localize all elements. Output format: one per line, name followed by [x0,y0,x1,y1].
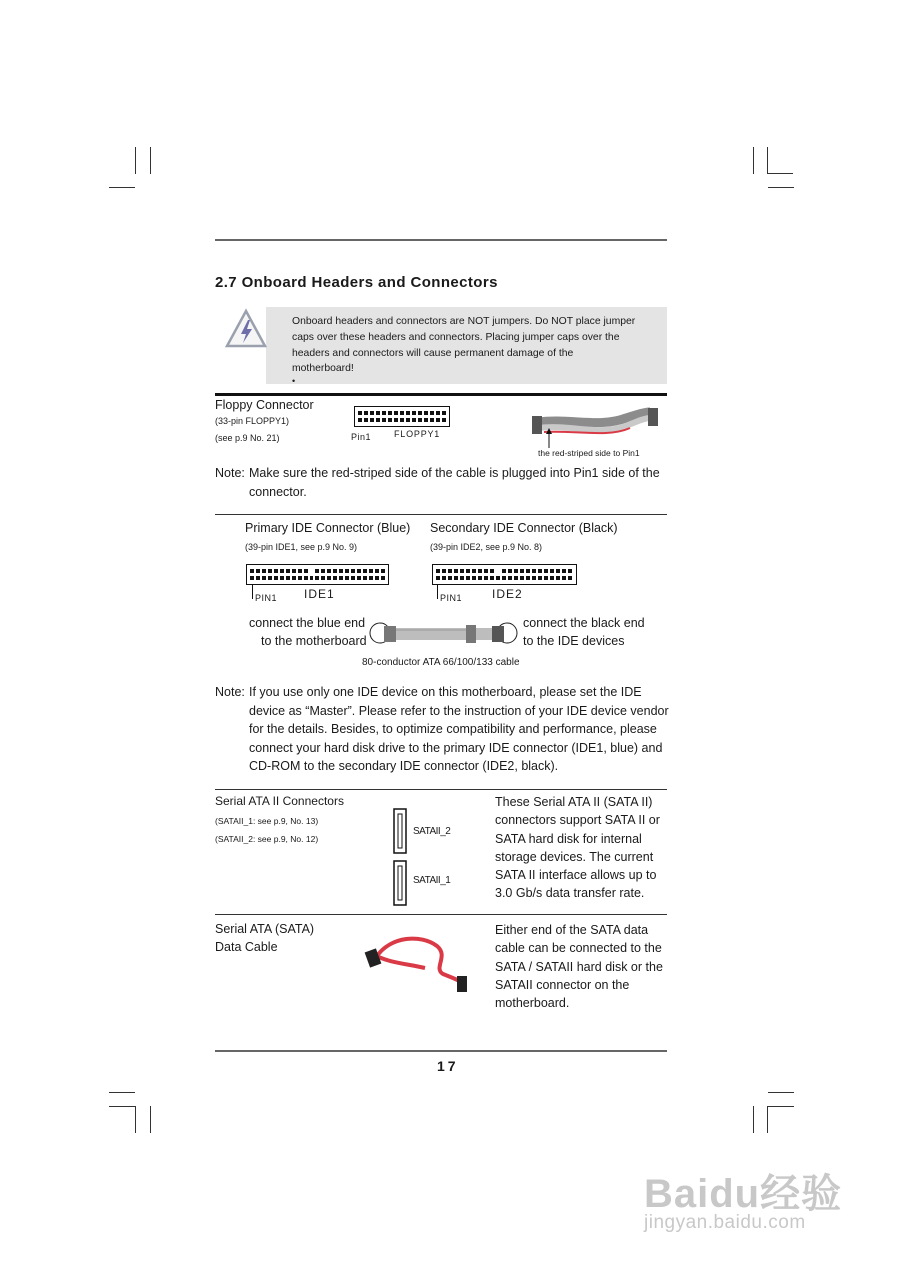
crop-mark [768,1092,794,1093]
ide-rule [215,514,667,515]
sata-rule [215,789,667,790]
footer-rule [215,1050,667,1052]
crop-mark [767,147,768,174]
floppy-ref: (see p.9 No. 21) [215,433,280,443]
crop-mark [109,1106,135,1107]
blue-end-line1: connect the blue end [249,616,366,630]
crop-mark [150,1106,151,1133]
crop-mark [150,147,151,174]
floppy-subtitle: (33-pin FLOPPY1) [215,416,290,426]
crop-mark [753,147,754,174]
crop-mark [767,173,793,174]
watermark-url: jingyan.baidu.com [644,1212,806,1233]
floppy-label: FLOPPY1 [394,429,441,439]
floppy-cable-caption: the red-striped side to Pin1 [538,448,640,458]
crop-mark [109,187,135,188]
sataii-2-label: SATAII_2 [413,826,451,837]
crop-mark [767,1106,768,1133]
ide1-pin1-marker [252,585,253,599]
sata-cable-rule [215,914,667,915]
secondary-ide-subtitle: (39-pin IDE2, see p.9 No. 8) [430,542,543,552]
floppy-connector [354,406,450,427]
ide1-pin1-label: PIN1 [255,593,278,603]
blue-end-line2: to the motherboard [261,634,367,648]
crop-mark [135,147,136,174]
ide2-pin1-label: PIN1 [440,593,463,603]
floppy-note: Make sure the red-striped side of the cable is plugged into Pin1 side of the connector. [249,466,660,499]
ide1-label: IDE1 [304,587,335,601]
ide2-pin1-marker [437,585,438,599]
section-title: 2.7 Onboard Headers and Connectors [215,274,498,291]
primary-ide-title: Primary IDE Connector (Blue) [245,521,411,535]
black-end-line2: to the IDE devices [523,634,625,648]
ide-cable-caption: 80-conductor ATA 66/100/133 cable [362,657,520,668]
sata-ref1: (SATAII_1: see p.9, No. 13) [215,816,319,826]
watermark-logo: Baidu经验 [644,1172,843,1216]
header-rule [215,239,667,241]
sata-title: Serial ATA II Connectors [215,794,344,808]
crop-mark [768,1106,794,1107]
secondary-ide-title: Secondary IDE Connector (Black) [430,521,618,535]
floppy-note-prefix: Note: [215,466,245,480]
ide-note-prefix: Note: [215,685,245,699]
sata-ref2: (SATAII_2: see p.9, No. 12) [215,834,319,844]
sataii-1-connector [393,860,409,906]
crop-mark [109,1092,135,1093]
warning-text: Onboard headers and connectors are NOT jumpers. Do NOT place jumper caps over these headers and connectors. Placing jumper caps over the headers and connectors will cause permanent damage of the motherboard! [292,316,636,375]
page-number: 17 [437,1058,459,1074]
crop-mark [753,1106,754,1133]
warning-bullet: • [292,376,296,386]
primary-ide-subtitle: (39-pin IDE1, see p.9 No. 9) [245,542,358,552]
crop-mark [768,187,794,188]
sataii-1-label: SATAII_1 [413,875,451,886]
floppy-title: Floppy Connector [215,398,314,412]
ide-cable-image [368,618,520,650]
sata-cable-description: Either end of the SATA data cable can be connected to the SATA / SATAII hard disk or the SATAII connector on the motherboard. [495,923,663,1011]
sata-cable-image [363,928,475,994]
sataii-2-connector [393,808,409,854]
sata-cable-title1: Serial ATA (SATA) [215,922,315,936]
sata-cable-title2: Data Cable [215,940,278,954]
crop-mark [135,1106,136,1133]
section-rule [215,393,667,396]
floppy-cable-image [530,402,660,450]
ide2-label: IDE2 [492,587,523,601]
ide2-connector [432,564,577,585]
ide1-connector [246,564,389,585]
floppy-pin1-label: Pin1 [351,432,372,442]
warning-icon [224,308,268,350]
black-end-line1: connect the black end [523,616,645,630]
sata-description: These Serial ATA II (SATA II) connectors support SATA II or SATA hard disk for internal storage devices. The current SATA II interface allows up to 3.0 Gb/s data transfer rate. [495,795,660,901]
ide-note: If you use only one IDE device on this motherboard, please set the IDE device as “Master”. Please refer to the instruction of your IDE device vendor for the details. Besides, to optimize compatibility and performance, please connect your hard disk drive to the primary IDE connector (IDE1, blue) and CD-ROM to the secondary IDE connector (IDE2, black). [249,685,669,773]
